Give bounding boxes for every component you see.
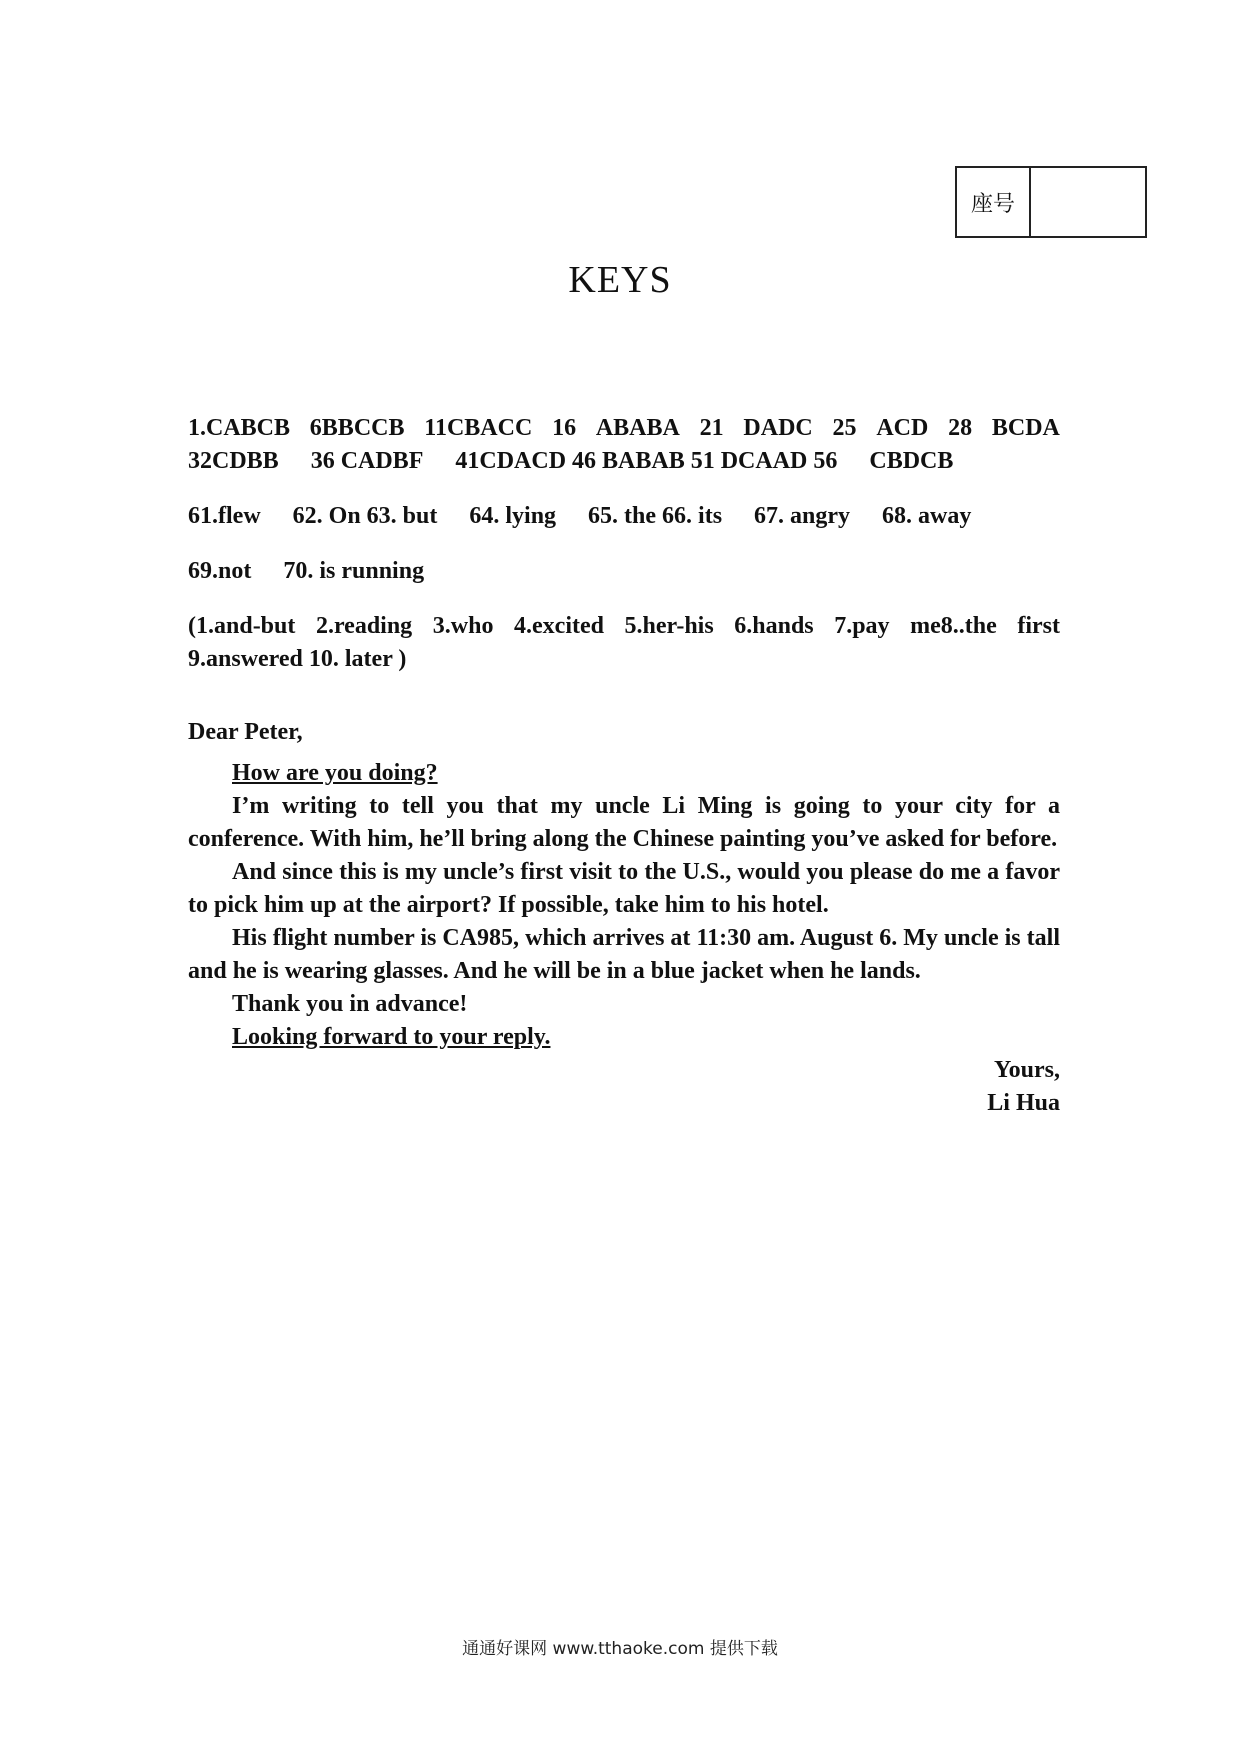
key-item: ABABA <box>595 415 680 441</box>
correction-keys-line-1: (1.and-but 2.reading 3.who 4.excited 5.her-his 6.hands 7.pay me8..the first <box>188 613 1060 639</box>
page-footer: 通通好课网 www.tthaoke.com 提供下载 <box>462 1639 778 1659</box>
page-title: KEYS <box>568 259 672 301</box>
letter-paragraph-3: His flight number is CA985, which arrives at 11:30 am. August 6. My uncle is tall and he is wearing glasses. And he will be in a blue jacket when he lands. <box>188 925 1060 984</box>
letter-signature: Li Hua <box>987 1090 1060 1116</box>
fill-blank-keys-row-1 <box>188 500 1060 533</box>
letter-opening: How are you doing? <box>232 760 438 786</box>
key-item: 11CBACC <box>424 415 533 441</box>
correction-keys-line-2: 9.answered 10. later ) <box>188 646 407 672</box>
key-item: 67. angry <box>754 503 851 529</box>
answer-content <box>188 412 1060 1120</box>
key-item: 61.flew <box>188 503 261 529</box>
key-item: 32CDBB <box>188 448 279 474</box>
choice-keys-row-2 <box>188 445 1060 478</box>
key-item: 65. the 66. its <box>588 503 723 529</box>
key-item: CBDCB <box>869 448 954 474</box>
letter-closing: Looking forward to your reply. <box>232 1024 551 1050</box>
letter-sign-off: Yours, <box>993 1057 1060 1083</box>
key-item: 69.not <box>188 558 252 584</box>
letter-paragraph-4: Thank you in advance! <box>232 991 468 1017</box>
key-item: 16 <box>552 415 577 441</box>
letter-paragraph-1: I’m writing to tell you that my uncle Li Ming is going to your city for a conference. With him, he’ll bring along the Chinese painting you’ve asked for before. <box>188 793 1060 852</box>
key-item: 28 <box>948 415 973 441</box>
key-item: 41CDACD 46 BABAB 51 DCAAD 56 <box>455 448 838 474</box>
key-item: 21 <box>699 415 724 441</box>
key-item: 6BBCCB <box>309 415 405 441</box>
key-item: 1.CABCB <box>188 415 291 441</box>
key-item: 36 CADBF <box>310 448 424 474</box>
seat-number-value <box>1031 168 1145 236</box>
key-item: 62. On 63. but <box>292 503 438 529</box>
letter-paragraph-2: And since this is my uncle’s first visit to the U.S., would you please do me a favor to pick him up at the airport? If possible, take him to his hotel. <box>188 859 1060 918</box>
key-item: 64. lying <box>469 503 557 529</box>
choice-keys-row-1 <box>188 412 1060 445</box>
seat-number-label: 座号 <box>957 168 1031 236</box>
key-item: 70. is running <box>283 558 425 584</box>
seat-number-box <box>955 166 1147 238</box>
key-item: DADC <box>743 415 813 441</box>
key-item: 25 <box>832 415 857 441</box>
key-item: 68. away <box>882 503 972 529</box>
letter-greeting: Dear Peter, <box>188 719 303 745</box>
key-item: ACD <box>876 415 929 441</box>
fill-blank-keys-row-2 <box>188 555 1060 588</box>
key-item: BCDA <box>991 415 1060 441</box>
